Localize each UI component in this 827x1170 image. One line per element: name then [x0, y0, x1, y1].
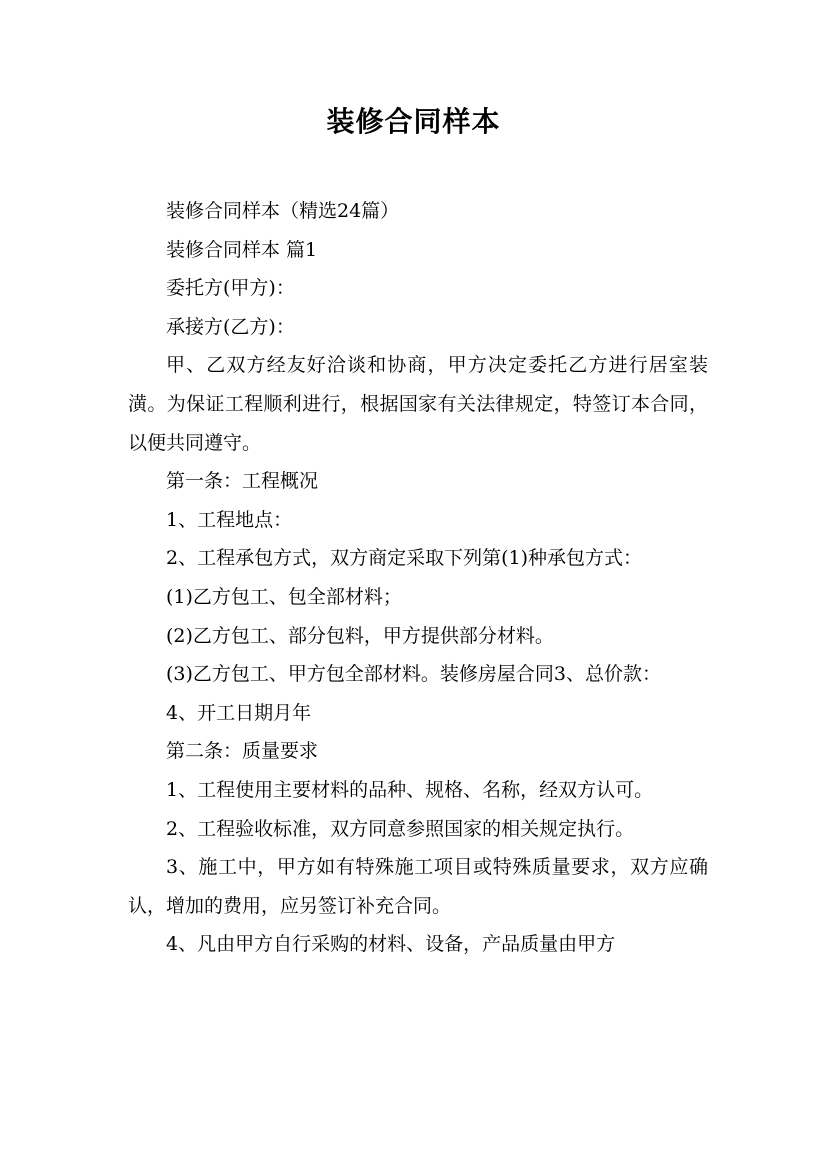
quality-clause-2: 2、工程验收标准，双方同意参照国家的相关规定执行。 — [166, 817, 635, 840]
clause-start-date: 4、开工日期月年 — [166, 701, 312, 724]
option-1: (1)乙方包工、包全部材料； — [166, 585, 402, 608]
clause-project-location: 1、工程地点： — [166, 508, 293, 531]
option-3: (3)乙方包工、甲方包全部材料。装修房屋合同3、总价款： — [166, 663, 662, 686]
document-title: 装修合同样本 — [326, 105, 501, 138]
section-heading-part-1: 装修合同样本 篇1 — [166, 238, 318, 261]
party-a-line: 委托方(甲方)： — [166, 277, 295, 300]
article-2-heading: 第二条：质量要求 — [166, 740, 319, 763]
option-2: (2)乙方包工、部分包料，甲方提供部分材料。 — [166, 624, 554, 647]
clause-contract-method: 2、工程承包方式，双方商定采取下列第(1)种承包方式： — [166, 547, 643, 570]
document-body — [128, 192, 708, 964]
subtitle-selection: 装修合同样本（精选24篇） — [166, 200, 400, 222]
article-1-heading: 第一条：工程概况 — [166, 470, 319, 493]
quality-clause-3: 3、施工中，甲方如有特殊施工项目或特殊质量要求，双方应确认，增加的费用，应另签订补充合同。 — [128, 856, 708, 917]
quality-clause-1: 1、工程使用主要材料的品种、规格、名称，经双方认可。 — [166, 778, 654, 801]
quality-clause-4: 4、凡由甲方自行采购的材料、设备，产品质量由甲方 — [166, 933, 616, 956]
intro-paragraph: 甲、乙双方经友好洽谈和协商，甲方决定委托乙方进行居室装潢。为保证工程顺利进行，根据国家有关法律规定，特签订本合同，以便共同遵守。 — [128, 354, 708, 454]
party-b-line: 承接方(乙方)： — [166, 315, 295, 338]
